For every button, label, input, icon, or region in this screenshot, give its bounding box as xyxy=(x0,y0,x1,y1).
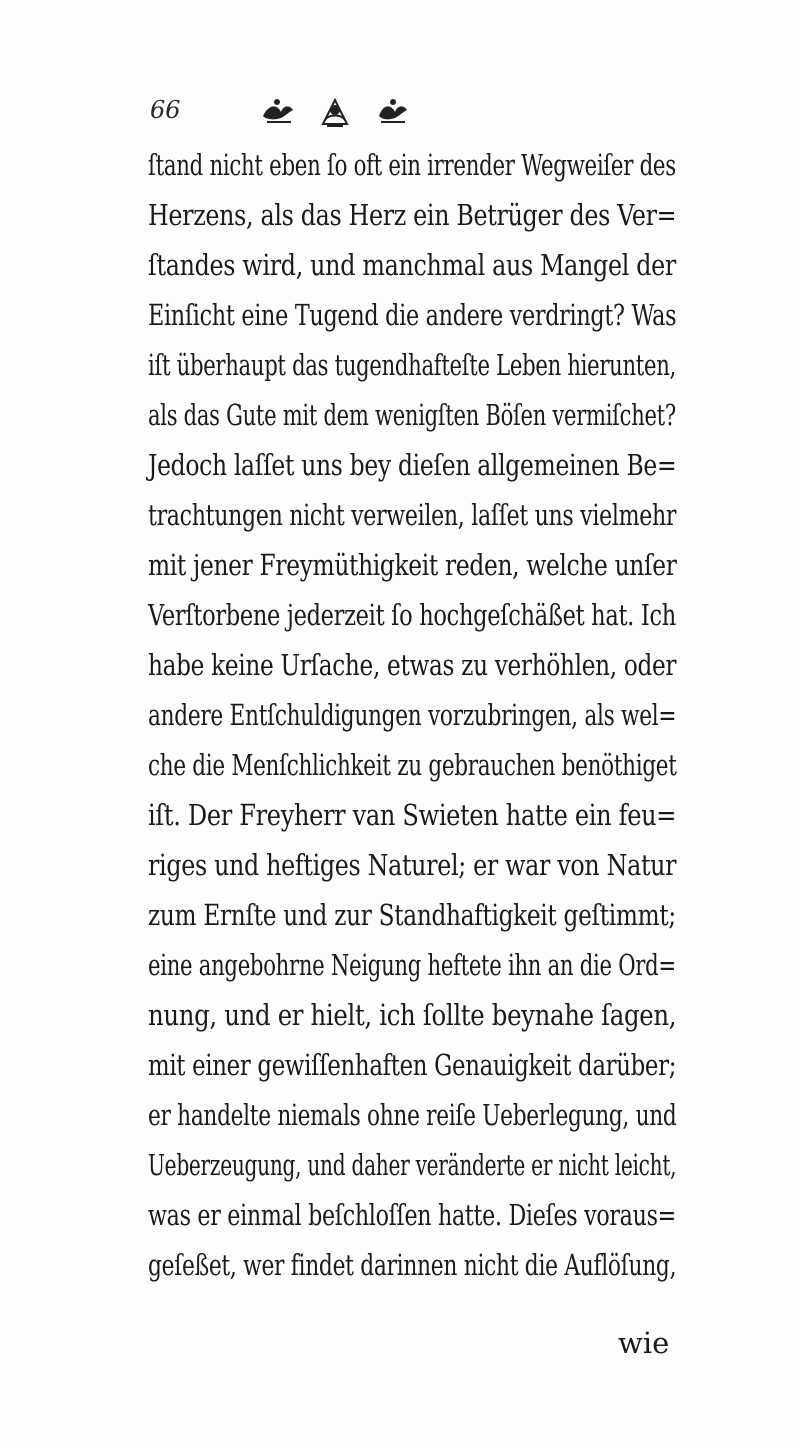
text-line: mit einer gewiſſenhaften Genauigkeit darüber; xyxy=(148,1048,677,1082)
text-line: eine angebohrne Neigung heftete ihn an die Ord= xyxy=(148,948,676,982)
text-line: Verſtorbene jederzeit ſo hochgeſchäßet hat. Ich xyxy=(148,598,676,632)
text-line: iſt. Der Freyherr van Swieten hatte ein feu= xyxy=(148,798,677,832)
text-line: als das Gute mit dem wenigſten Böſen vermiſchet? xyxy=(148,398,676,432)
text-line: nung, und er hielt, ich ſollte beynahe ſagen, xyxy=(148,998,677,1032)
body-text xyxy=(148,140,676,1290)
text-line: Jedoch laſſet uns bey dieſen allgemeinen Be= xyxy=(148,448,677,482)
text-line: che die Menſchlichkeit zu gebrauchen benöthiget xyxy=(148,748,677,782)
text-line: geſeßet, wer findet darinnen nicht die Auflöſung, xyxy=(148,1248,677,1282)
header-ornaments xyxy=(255,90,415,130)
text-line: riges und heftiges Naturel; er war von Natur xyxy=(148,848,677,882)
text-line: ſtand nicht eben ſo oft ein irrender Wegweiſer des xyxy=(148,148,676,182)
text-line: Ueberzeugung, und daher veränderte er nicht leicht, xyxy=(148,1148,677,1182)
catchword: wie xyxy=(618,1326,670,1360)
text-line: Herzens, als das Herz ein Betrüger des Ver= xyxy=(148,198,677,232)
text-line: andere Entſchuldigungen vorzubringen, als wel= xyxy=(148,698,677,732)
text-line: iſt überhaupt das tugendhafteſte Leben hierunten, xyxy=(148,348,676,382)
text-line: zum Ernſte und zur Standhaftigkeit geſtimmt; xyxy=(148,898,676,932)
text-line: habe keine Urſache, etwas zu verhöhlen, oder xyxy=(148,648,677,682)
page-number: 66 xyxy=(150,96,181,124)
fleuron-center-icon xyxy=(323,100,347,126)
text-line: was er einmal beſchloſſen hatte. Dieſes voraus= xyxy=(148,1198,676,1232)
fleuron-left-icon xyxy=(263,99,293,122)
text-line: trachtungen nicht verweilen, laſſet uns vielmehr xyxy=(148,498,677,532)
text-line: er handelte niemals ohne reiſe Ueberlegung, und xyxy=(148,1098,677,1132)
text-line: ſtandes wird, und manchmal aus Mangel der xyxy=(148,248,676,282)
text-line: Einſicht eine Tugend die andere verdringt? Was xyxy=(148,298,677,332)
page-header xyxy=(150,70,650,124)
fleuron-right-icon xyxy=(379,99,407,122)
text-line: mit jener Freymüthigkeit reden, welche unſer xyxy=(148,548,677,582)
